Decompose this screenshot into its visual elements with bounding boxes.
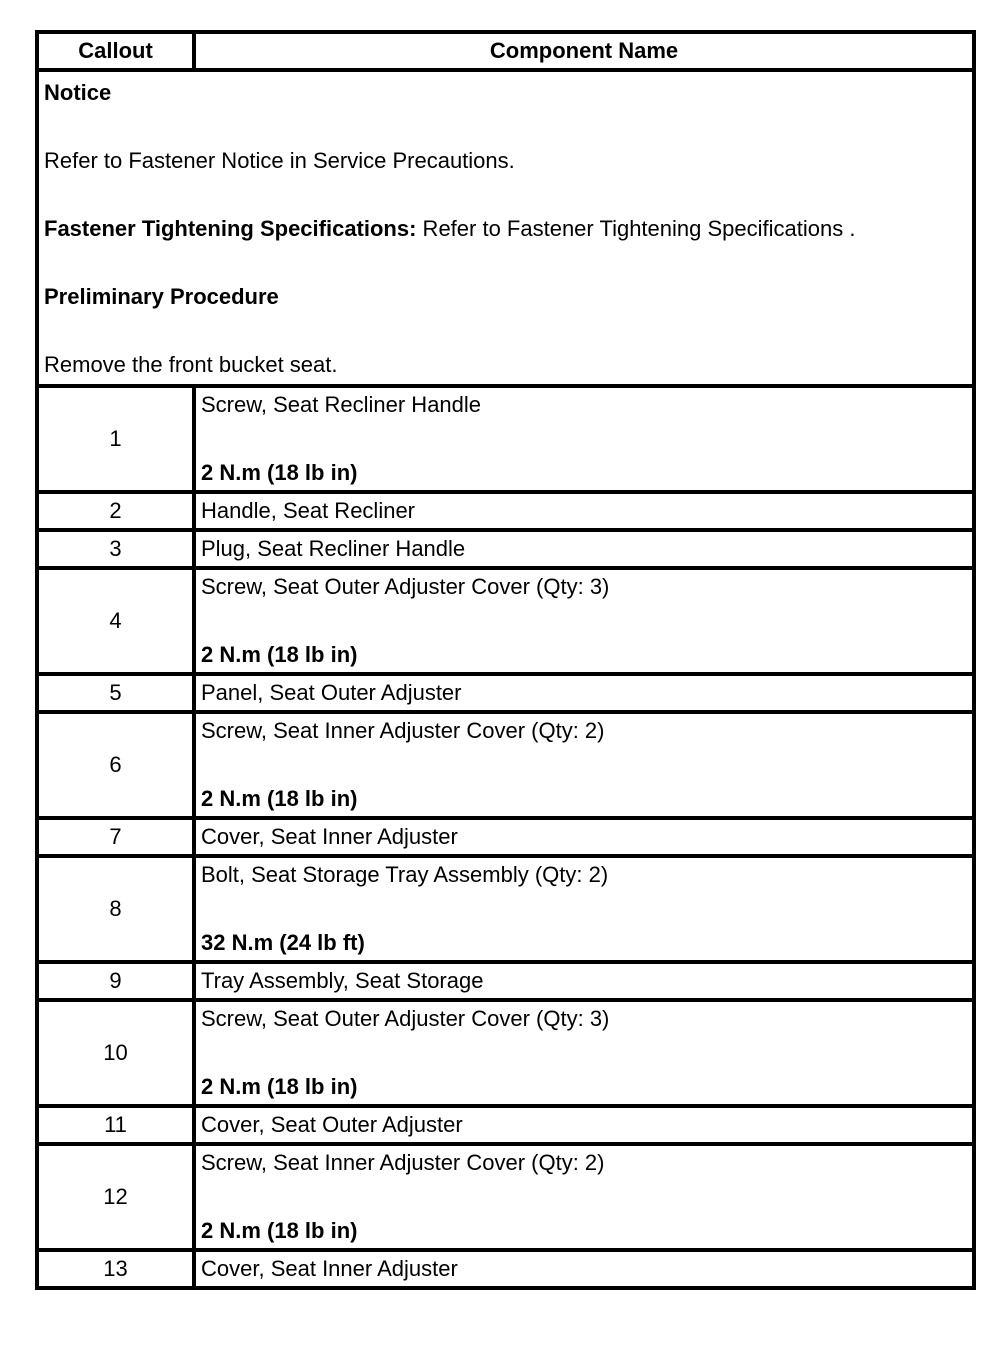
component-cell — [194, 492, 974, 530]
torque-spec: 32 N.m (24 lb ft) — [201, 930, 365, 955]
callout-cell: 2 — [37, 492, 194, 530]
table-row — [37, 1106, 974, 1144]
torque-spec: 2 N.m (18 lb in) — [201, 1218, 358, 1243]
component-name: Cover, Seat Outer Adjuster — [201, 1112, 463, 1137]
notice-text: Refer to Fastener Notice in Service Precautions. — [44, 148, 515, 173]
spec-line — [44, 212, 967, 246]
prelim-title: Preliminary Procedure — [44, 284, 279, 309]
component-cell — [194, 1250, 974, 1288]
header-row — [37, 32, 974, 70]
callout-cell: 1 — [37, 386, 194, 492]
torque-spec: 2 N.m (18 lb in) — [201, 1074, 358, 1099]
component-cell — [194, 530, 974, 568]
component-name: Cover, Seat Inner Adjuster — [201, 1256, 458, 1281]
callout-cell: 6 — [37, 712, 194, 818]
component-name-header: Component Name — [194, 32, 974, 70]
spec-text: Refer to Fastener Tightening Specifications . — [416, 216, 856, 241]
callout-cell: 4 — [37, 568, 194, 674]
callout-cell: 10 — [37, 1000, 194, 1106]
component-name: Tray Assembly, Seat Storage — [201, 968, 484, 993]
component-name: Screw, Seat Outer Adjuster Cover (Qty: 3) — [201, 574, 610, 599]
component-name: Screw, Seat Recliner Handle — [201, 392, 482, 417]
component-name: Panel, Seat Outer Adjuster — [201, 680, 462, 705]
table-row — [37, 386, 974, 492]
component-cell — [194, 674, 974, 712]
component-name: Bolt, Seat Storage Tray Assembly (Qty: 2) — [201, 862, 609, 887]
table-row — [37, 962, 974, 1000]
component-cell — [194, 568, 974, 674]
table-row — [37, 1000, 974, 1106]
spec-label: Fastener Tightening Specifications: — [44, 216, 417, 241]
table-row — [37, 712, 974, 818]
torque-spec: 2 N.m (18 lb in) — [201, 642, 358, 667]
prelim-text: Remove the front bucket seat. — [44, 352, 338, 377]
component-cell — [194, 712, 974, 818]
callout-cell: 5 — [37, 674, 194, 712]
callout-cell: 7 — [37, 818, 194, 856]
component-table — [35, 30, 976, 1290]
component-name: Screw, Seat Inner Adjuster Cover (Qty: 2) — [201, 1150, 605, 1175]
table-row — [37, 856, 974, 962]
table-row — [37, 530, 974, 568]
notice-cell — [37, 70, 974, 386]
torque-spec: 2 N.m (18 lb in) — [201, 786, 358, 811]
callout-header: Callout — [37, 32, 194, 70]
table-row — [37, 818, 974, 856]
table-row — [37, 568, 974, 674]
component-cell — [194, 1144, 974, 1250]
callout-cell: 9 — [37, 962, 194, 1000]
component-name: Handle, Seat Recliner — [201, 498, 416, 523]
callout-cell: 8 — [37, 856, 194, 962]
component-cell — [194, 818, 974, 856]
component-cell — [194, 1106, 974, 1144]
torque-spec: 2 N.m (18 lb in) — [201, 460, 358, 485]
callout-cell: 3 — [37, 530, 194, 568]
component-cell — [194, 386, 974, 492]
component-cell — [194, 856, 974, 962]
callout-cell: 13 — [37, 1250, 194, 1288]
table-row — [37, 1250, 974, 1288]
component-cell — [194, 1000, 974, 1106]
notice-row — [37, 70, 974, 386]
component-cell — [194, 962, 974, 1000]
table-row — [37, 492, 974, 530]
callout-cell: 11 — [37, 1106, 194, 1144]
component-name: Plug, Seat Recliner Handle — [201, 536, 466, 561]
component-name: Screw, Seat Inner Adjuster Cover (Qty: 2) — [201, 718, 605, 743]
table-row — [37, 1144, 974, 1250]
callout-cell: 12 — [37, 1144, 194, 1250]
notice-title: Notice — [44, 80, 112, 105]
component-name: Screw, Seat Outer Adjuster Cover (Qty: 3) — [201, 1006, 610, 1031]
component-name: Cover, Seat Inner Adjuster — [201, 824, 458, 849]
table-row — [37, 674, 974, 712]
